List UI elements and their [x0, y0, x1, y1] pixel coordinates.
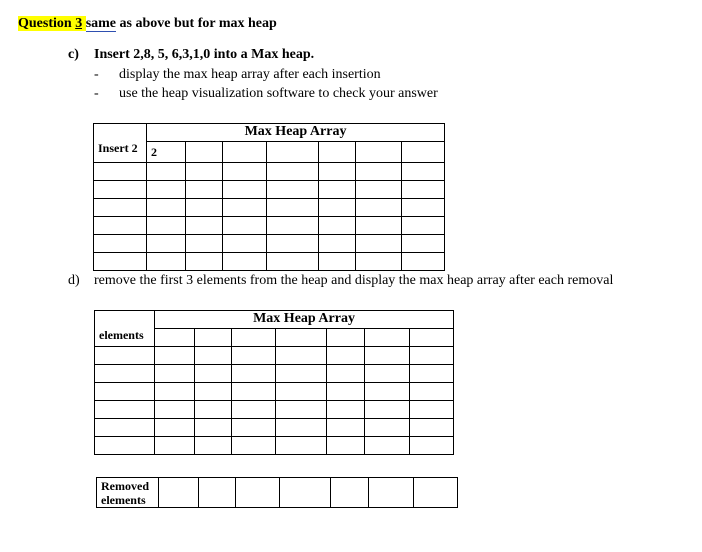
question-same: same [85, 16, 117, 31]
table-c-title: Max Heap Array [147, 124, 445, 142]
max-heap-table-c [93, 123, 445, 271]
table-row [94, 180, 445, 198]
table-row [94, 198, 445, 216]
table-row [94, 252, 445, 270]
table-c-cell: 2 [147, 141, 186, 162]
table-row [95, 346, 454, 364]
table-c-row-label: Insert 2 [94, 141, 147, 162]
max-heap-table-d [94, 310, 454, 455]
question-number: 3 [75, 16, 83, 31]
part-c-bullet-1: display the max heap array after each insertion [119, 67, 381, 82]
bullet-dash-2: - [94, 86, 99, 101]
part-c-marker: c) [68, 47, 79, 62]
question-rest: as above but for max heap [116, 16, 277, 31]
table-row [94, 234, 445, 252]
question-heading [18, 16, 277, 32]
table-row [94, 216, 445, 234]
table-row [95, 364, 454, 382]
table-c-corner [94, 124, 147, 142]
table-row [94, 162, 445, 180]
part-c-title: Insert 2,8, 5, 6,3,1,0 into a Max heap. [94, 47, 315, 62]
bullet-dash-1: - [94, 67, 99, 82]
part-d-text: remove the first 3 elements from the heap and display the max heap array after each removal [94, 273, 614, 288]
removed-elements-table [96, 477, 458, 508]
table-d-corner [95, 311, 155, 329]
table-row [95, 418, 454, 436]
table-d-title: Max Heap Array [155, 311, 454, 329]
table-d-row-label: elements [95, 328, 155, 346]
part-d-marker: d) [68, 273, 80, 288]
removed-elements-label: Removed elements [97, 478, 159, 508]
part-c-bullet-2: use the heap visualization software to check your answer [119, 86, 438, 101]
table-row [95, 400, 454, 418]
question-label: Question [18, 16, 76, 31]
table-row [95, 382, 454, 400]
table-row [95, 436, 454, 454]
